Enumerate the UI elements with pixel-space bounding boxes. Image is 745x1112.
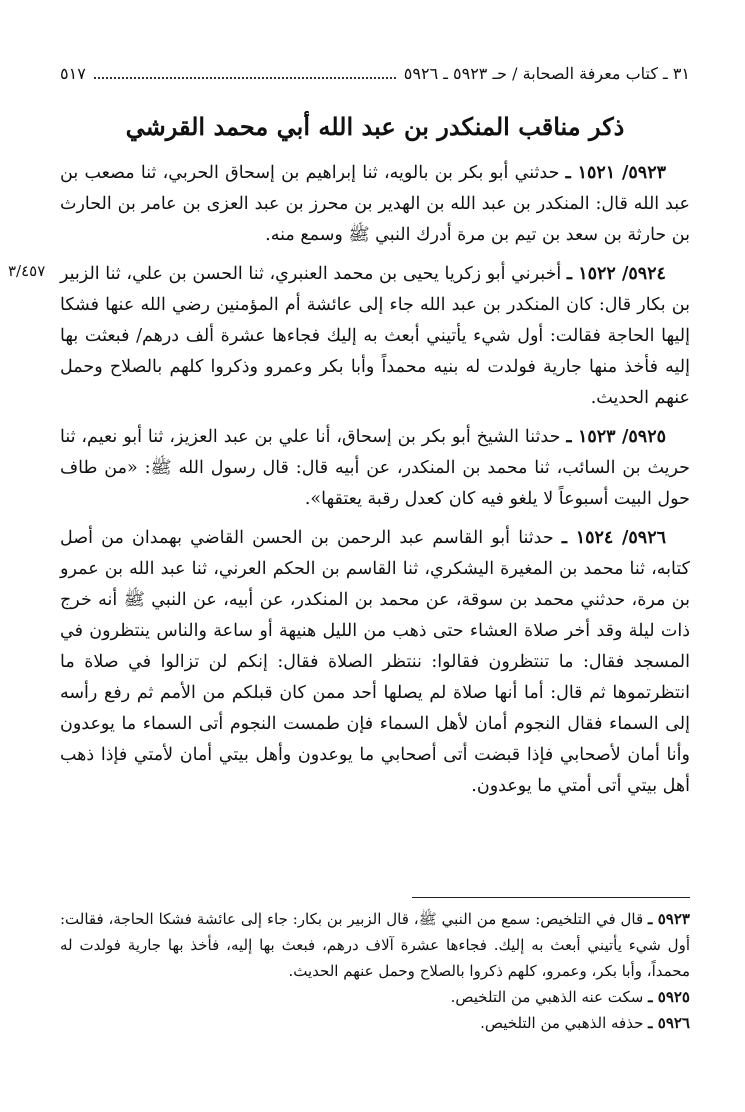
footnote-5926: [60, 1010, 690, 1036]
section-title: ذكر مناقب المنكدر بن عبد الله أبي محمد القرشي: [125, 112, 625, 141]
hadith-entry-5926: [60, 523, 690, 802]
hadith-entry-5925: [60, 422, 690, 515]
hadith-entry-5923: [60, 158, 690, 251]
running-head: [60, 64, 690, 83]
entry-text: حدثنا الشيخ أبو بكر بن إسحاق، أنا علي بن عبد العزيز، ثنا أبو نعيم، ثنا حريث بن السائب، ثنا محمد بن المنكدر، عن أبيه قال: قال رسول الله ﷺ: «من طاف حول البيت أسبوعاً لا يلغو فيه كان كعدل رقبة يعتقها».: [60, 427, 690, 509]
footnote-text: سكت عنه الذهبي من التلخيص.: [450, 988, 644, 1006]
entry-number: ٥٩٢٣/ ١٥٢١ ـ: [565, 163, 666, 183]
footnote-5925: [60, 984, 690, 1010]
footnote-number: ٥٩٢٦ ـ: [648, 1014, 690, 1032]
hadith-entry-5924: [60, 259, 690, 414]
page-number: ٥١٧: [60, 64, 86, 83]
entry-text: أخبرني أبو زكريا يحيى بن محمد العنبري، ثنا الحسن بن علي، ثنا الزبير بن بكار قال: كان المنكدر بن عبد الله جاء إلى عائشة أم المؤمنين رضي الله عنها فشكا إليها الحاجة فقالت: أول شيء يأتيني أبعث به إليك فجاءها عشرة ألف درهم/ فبعثت بها إليه فأخذ منها جارية فولدت له بنيه محمداً وأبا بكر وعمرو وذكروا كلهم بالصلاح وحمل عنهم الحديث.: [60, 264, 690, 408]
entry-text: حدثني أبو بكر بن بالويه، ثنا إبراهيم بن إسحاق الحربي، ثنا مصعب بن عبد الله قال: المنكدر بن عبد الله بن الهدير بن محرز بن عبد العزى بن عامر بن الحارث بن حارثة بن سعد بن تيم بن مرة أدرك النبي ﷺ وسمع منه.: [60, 163, 690, 245]
footnote-number: ٥٩٢٣ ـ: [648, 910, 690, 928]
entry-number: ٥٩٢٤/ ١٥٢٢ ـ: [566, 264, 666, 284]
running-head-title: ٣١ ـ كتاب معرفة الصحابة / حـ ٥٩٢٣ ـ ٥٩٢٦: [403, 64, 690, 83]
footnotes: [60, 906, 690, 1036]
footnote-5923: [60, 906, 690, 984]
footnote-number: ٥٩٢٥ ـ: [648, 988, 690, 1006]
footnote-divider: [412, 897, 690, 898]
entry-number: ٥٩٢٦/ ١٥٢٤ ـ: [561, 528, 666, 548]
entry-text: حدثنا أبو القاسم عبد الرحمن بن الحسن القاضي بهمدان من أصل كتابه، ثنا محمد بن المغيرة اليشكري، ثنا القاسم بن الحكم العرني، ثنا عبد الله بن عمرو بن مرة، حدثني محمد بن سوقة، عن محمد بن المنكدر، عن أبيه، عن النبي ﷺ أنه خرج ذات ليلة وقد أخر صلاة العشاء حتى ذهب من الليل هنيهة أو ساعة والناس ينتظرون في المسجد فقال: ما تنتظرون فقالوا: ننتظر الصلاة فقال: إنكم لن تزالوا في صلاة ما انتظرتموها ثم قال: أما أنها صلاة لم يصلها أحد ممن كان قبلكم من الأمم ثم رفع رأسه إلى السماء فقال النجوم أمان لأهل السماء فإن طمست النجوم أتى السماء ما يوعدون وأنا أمان لأصحابي فإذا قبضت أتى أصحابي ما يوعدون وأهل بيتي أمان لأمتي فإذا ذهب أهل بيتي أتى أمتي ما يوعدون.: [60, 528, 690, 796]
margin-volume-page-reference: ٣/٤٥٧: [8, 262, 46, 280]
main-text: [60, 158, 690, 810]
entry-number: ٥٩٢٥/ ١٥٢٣ ـ: [566, 427, 666, 447]
footnote-text: حذفه الذهبي من التلخيص.: [480, 1014, 644, 1032]
running-head-leader-dots: [94, 67, 396, 79]
footnote-text: قال في التلخيص: سمع من النبي ﷺ، قال الزبير بن بكار: جاء إلى عائشة فشكا الحاجة، فقالت: أول شيء يأتيني أبعث به إليك. فجاءها عشرة آلاف درهم، فبعث بها إليه، فأخذ بها جارية فولدت له محمداً، وأبا بكر، وعمرو، كلهم ذكروا بالصلاح وحمل عنهم الحديث.: [60, 910, 690, 980]
